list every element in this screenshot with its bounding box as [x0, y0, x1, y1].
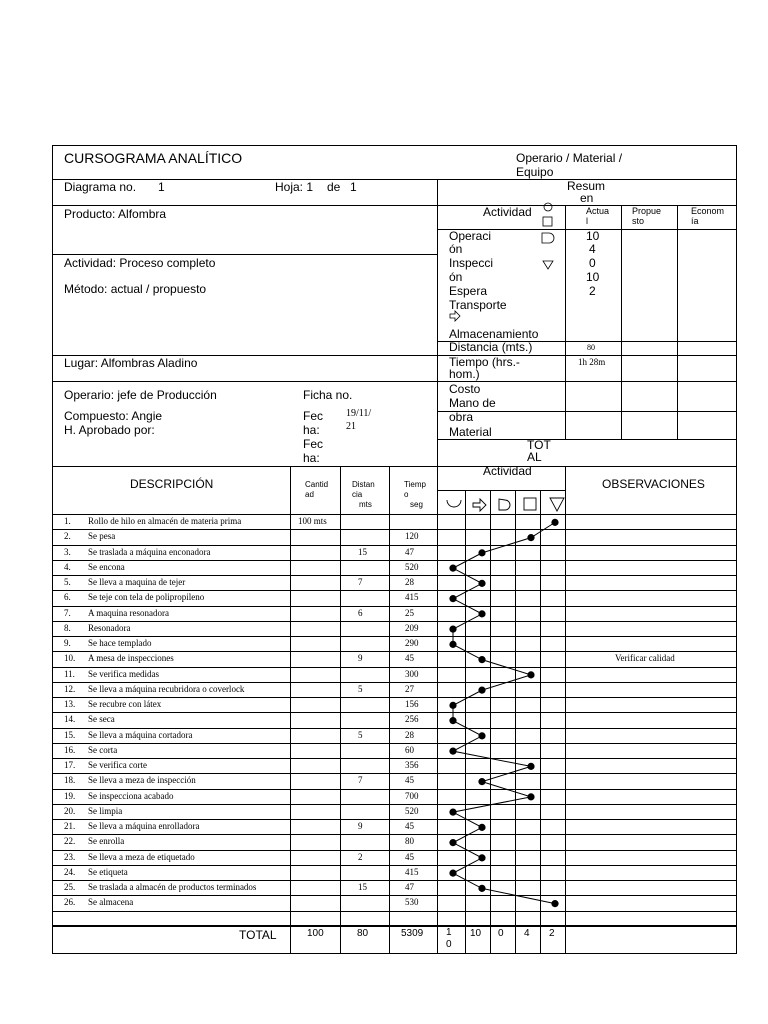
tiempo-value: 1h 28m: [578, 357, 606, 367]
row-number: 8.: [64, 623, 71, 633]
row-description: Se recubre con látex: [88, 699, 162, 709]
row-number: 3.: [64, 547, 71, 557]
row-divider: [52, 819, 737, 820]
actividad-proceso: Actividad: Proceso completo: [64, 256, 216, 270]
flow-dot: [478, 824, 485, 831]
row-tiempo: 700: [405, 791, 419, 801]
row-number: 7.: [64, 608, 71, 618]
row-number: 16.: [64, 745, 76, 755]
total-inspeccion: 4: [524, 928, 530, 939]
fecha2-label: Fec: [303, 437, 324, 451]
row-tiempo: 209: [405, 623, 419, 633]
row-divider: [52, 575, 737, 576]
row-description: Se lleva a maquina de tejer: [88, 577, 186, 587]
total-espera: 0: [498, 928, 504, 939]
observaciones-header: OBSERVACIONES: [602, 477, 705, 491]
flow-dot: [478, 854, 485, 861]
row-tiempo: 28: [405, 577, 414, 587]
row-number: 2.: [64, 531, 71, 541]
espera-label: Espera: [449, 284, 488, 298]
hoja-total: 1: [350, 180, 357, 194]
row-description: Se lleva a máquina enrolladora: [88, 821, 200, 831]
operacion-label-2: ón: [449, 242, 463, 256]
row-tiempo: 530: [405, 897, 419, 907]
flow-dot: [449, 641, 456, 648]
row-description: Se seca: [88, 714, 115, 724]
row-number: 10.: [64, 653, 76, 663]
row-divider: [52, 789, 737, 790]
row-divider: [52, 682, 737, 683]
row-distancia: 2: [358, 852, 363, 862]
diagrama-value: 1: [158, 180, 165, 194]
total-label: TOTAL: [239, 928, 277, 942]
inspeccion-label: Inspecci: [449, 256, 494, 270]
row-observacion: Verificar calidad: [615, 653, 675, 663]
row-description: Se inspecciona acabado: [88, 791, 174, 801]
flow-dot: [478, 610, 485, 617]
row-tiempo: 28: [405, 730, 414, 740]
row-number: 12.: [64, 684, 76, 694]
distancia-header: Distan: [352, 480, 375, 489]
row-tiempo: 60: [405, 745, 414, 755]
row-description: Se almacena: [88, 897, 134, 907]
row-number: 15.: [64, 730, 76, 740]
col-actual-2: l: [586, 216, 588, 226]
flow-dot: [449, 870, 456, 877]
total-operacion: 1 0: [446, 927, 452, 950]
row-divider: [52, 697, 737, 698]
total-almacenamiento: 2: [549, 928, 555, 939]
flow-dot: [449, 702, 456, 709]
metodo-label: Método: actual / propuesto: [64, 282, 207, 296]
lugar-label: Lugar: Alfombras Aladino: [64, 356, 198, 370]
mano-obra-label: Mano de: [449, 396, 496, 410]
row-tiempo: 415: [405, 867, 419, 877]
aprobado-label: H. Aprobado por:: [64, 423, 155, 437]
row-tiempo: 25: [405, 608, 414, 618]
diagrama-label: Diagrama no.: [64, 180, 137, 194]
row-divider: [52, 712, 737, 713]
row-tiempo: 80: [405, 836, 414, 846]
row-description: Se enrolla: [88, 836, 125, 846]
flow-dot: [551, 519, 558, 526]
row-divider: [52, 804, 737, 805]
fecha1-label: Fec: [303, 409, 324, 423]
row-distancia: 5: [358, 730, 363, 740]
tiempo-label-2: hom.): [449, 367, 480, 381]
row-divider: [52, 850, 737, 851]
tiempo-header-2: o: [404, 490, 409, 499]
row-number: 6.: [64, 592, 71, 602]
total-cantidad: 100: [307, 928, 324, 939]
row-description: A mesa de inspecciones: [88, 653, 174, 663]
row-tiempo: 290: [405, 638, 419, 648]
total-transporte: 10: [470, 928, 482, 939]
flow-dot: [478, 687, 485, 694]
transporte-label: Transporte: [449, 298, 507, 312]
distancia-header-3: mts: [359, 500, 372, 509]
row-number: 21.: [64, 821, 76, 831]
flow-dot: [551, 900, 558, 907]
row-divider: [52, 758, 737, 759]
resumen-label-2: en: [580, 191, 594, 205]
row-divider: [52, 651, 737, 652]
ficha-label: Ficha no.: [303, 388, 353, 402]
row-divider: [52, 636, 737, 637]
row-tiempo: 47: [405, 882, 414, 892]
actual-transporte: 10: [586, 270, 600, 284]
row-description: A maquina resonadora: [88, 608, 169, 618]
row-number: 26.: [64, 897, 76, 907]
form-title: CURSOGRAMA ANALÍTICO: [64, 150, 243, 166]
summary-actividad-label: Actividad: [483, 205, 532, 219]
row-distancia: 15: [358, 882, 367, 892]
row-divider: [52, 545, 737, 546]
row-number: 19.: [64, 791, 76, 801]
total-summary-label: TOT: [527, 438, 551, 452]
col-propuesto: Propue: [632, 206, 662, 216]
row-divider: [52, 667, 737, 668]
inspeccion-label-2: ón: [449, 270, 463, 284]
operacion-label: Operaci: [449, 229, 492, 243]
row-description: Se teje con tela de polipropileno: [88, 592, 205, 602]
row-distancia: 9: [358, 821, 363, 831]
col-economia-2: ía: [691, 216, 699, 226]
resumen-label: Resum: [567, 179, 606, 193]
almacenamiento-label: Almacenamiento: [449, 327, 539, 341]
flow-dot: [449, 717, 456, 724]
row-description: Se traslada a almacén de productos terminados: [88, 882, 257, 892]
header-activity-icons: [541, 202, 555, 228]
row-description: Se hace templado: [88, 638, 152, 648]
row-tiempo: 45: [405, 775, 414, 785]
row-description: Se encona: [88, 562, 125, 572]
total-distancia: 80: [357, 928, 369, 939]
flow-dot: [478, 732, 485, 739]
tiempo-header-3: seg: [410, 500, 423, 509]
row-description: Rollo de hilo en almacén de materia prima: [88, 516, 242, 526]
inspeccion-icon: [524, 498, 536, 510]
actual-operacion: 10: [586, 229, 600, 243]
distancia-header-2: cia: [352, 490, 363, 499]
row-tiempo: 27: [405, 684, 414, 694]
row-number: 23.: [64, 852, 76, 862]
flow-dot: [527, 534, 534, 541]
row-divider: [52, 926, 737, 927]
row-number: 22.: [64, 836, 76, 846]
row-description: Se lleva a máquina cortadora: [88, 730, 193, 740]
flow-dot: [449, 748, 456, 755]
actual-inspeccion: 4: [589, 242, 596, 256]
row-number: 4.: [64, 562, 71, 572]
costo-label: Costo: [449, 382, 481, 396]
row-divider: [52, 621, 737, 622]
row-divider: [52, 560, 737, 561]
mano-obra-label-2: obra: [449, 410, 474, 424]
flow-dot: [449, 626, 456, 633]
flow-dot: [527, 763, 534, 770]
row-number: 14.: [64, 714, 76, 724]
row-number: 25.: [64, 882, 76, 892]
flow-dot: [449, 809, 456, 816]
row-tiempo: 256: [405, 714, 419, 724]
row-divider: [52, 834, 737, 835]
flow-dot: [449, 595, 456, 602]
flow-dot: [478, 656, 485, 663]
row-divider: [52, 728, 737, 729]
row-divider: [52, 773, 737, 774]
activity-flow-chart: [437, 514, 566, 926]
material-label: Material: [449, 425, 492, 439]
cantidad-header: Cantid: [305, 480, 329, 489]
hoja-de: de: [327, 180, 341, 194]
row-distancia: 5: [358, 684, 363, 694]
row-description: Se verifica corte: [88, 760, 147, 770]
row-tiempo: 120: [405, 531, 419, 541]
row-tiempo: 45: [405, 653, 414, 663]
row-divider: [52, 895, 737, 896]
row-tiempo: 300: [405, 669, 419, 679]
row-cantidad: 100 mts: [298, 516, 327, 526]
flow-dot: [449, 839, 456, 846]
row-divider: [52, 880, 737, 881]
row-divider: [52, 911, 737, 912]
row-number: 5.: [64, 577, 71, 587]
col-actual: Actua: [586, 206, 610, 216]
transporte-icon: [473, 499, 486, 511]
row-number: 20.: [64, 806, 76, 816]
distancia-label: Distancia (mts.): [449, 340, 533, 354]
espera-icon: [499, 499, 510, 510]
summary-symbol-icons: [448, 230, 558, 328]
distancia-value: 80: [587, 343, 595, 352]
row-tiempo: 45: [405, 852, 414, 862]
flow-dot: [478, 580, 485, 587]
row-number: 17.: [64, 760, 76, 770]
row-description: Se verifica medidas: [88, 669, 159, 679]
actividad-header: Actividad: [483, 464, 532, 478]
operario-label: Operario: jefe de Producción: [64, 388, 217, 402]
actual-espera: 0: [589, 256, 596, 270]
row-divider: [52, 606, 737, 607]
row-divider: [52, 529, 737, 530]
row-divider: [52, 865, 737, 866]
col-propuesto-2: sto: [632, 216, 645, 226]
row-description: Se corta: [88, 745, 118, 755]
total-tiempo: 5309: [401, 928, 424, 939]
total-summary-label-2: AL: [527, 450, 542, 464]
compuesto-label: Compuesto: Angie: [64, 409, 163, 423]
tiempo-label: Tiempo (hrs.-: [449, 355, 520, 369]
activity-column-icons: [437, 490, 566, 514]
flow-dot: [527, 793, 534, 800]
row-divider: [52, 743, 737, 744]
row-description: Resonadora: [88, 623, 131, 633]
flow-line: [453, 522, 555, 903]
fecha1-value: 19/11/: [346, 408, 372, 419]
almacenamiento-icon: [550, 498, 564, 511]
row-distancia: 9: [358, 653, 363, 663]
equipo-label: Equipo: [516, 165, 554, 179]
row-distancia: 15: [358, 547, 367, 557]
row-description: Se pesa: [88, 531, 116, 541]
flow-dot: [527, 671, 534, 678]
row-description: Se limpia: [88, 806, 123, 816]
row-distancia: 7: [358, 577, 363, 587]
row-tiempo: 415: [405, 592, 419, 602]
row-tiempo: 520: [405, 806, 419, 816]
row-distancia: 6: [358, 608, 363, 618]
fecha1-label-2: ha:: [303, 423, 320, 437]
row-tiempo: 45: [405, 821, 414, 831]
row-tiempo: 356: [405, 760, 419, 770]
row-number: 1.: [64, 516, 71, 526]
row-number: 11.: [64, 669, 75, 679]
operacion-icon: [447, 500, 461, 507]
row-tiempo: 156: [405, 699, 419, 709]
flow-dot: [478, 778, 485, 785]
fecha2-label-2: ha:: [303, 451, 320, 465]
descripcion-header: DESCRIPCIÓN: [130, 477, 214, 491]
row-description: Se lleva a meza de etiquetado: [88, 852, 195, 862]
tiempo-header: Tiemp: [404, 480, 426, 489]
flow-dot: [449, 565, 456, 572]
row-number: 24.: [64, 867, 76, 877]
flow-dot: [478, 549, 485, 556]
hoja-label: Hoja: 1: [275, 180, 314, 194]
cantidad-header-2: ad: [305, 490, 314, 499]
actual-almacenamiento: 2: [589, 284, 596, 298]
row-description: Se etiqueta: [88, 867, 128, 877]
row-description: Se traslada a máquina enconadora: [88, 547, 211, 557]
row-distancia: 7: [358, 775, 363, 785]
fecha1-value-2: 21: [346, 421, 356, 432]
col-economia: Econom: [691, 206, 725, 216]
row-tiempo: 520: [405, 562, 419, 572]
row-divider: [52, 590, 737, 591]
row-description: Se lleva a máquina recubridora o coverlock: [88, 684, 245, 694]
flow-dot: [478, 885, 485, 892]
producto-label: Producto: Alfombra: [64, 207, 167, 221]
row-number: 9.: [64, 638, 71, 648]
row-description: Se lleva a meza de inspección: [88, 775, 196, 785]
row-tiempo: 47: [405, 547, 414, 557]
row-number: 13.: [64, 699, 76, 709]
operario-material-label: Operario / Material /: [516, 151, 623, 165]
row-number: 18.: [64, 775, 76, 785]
